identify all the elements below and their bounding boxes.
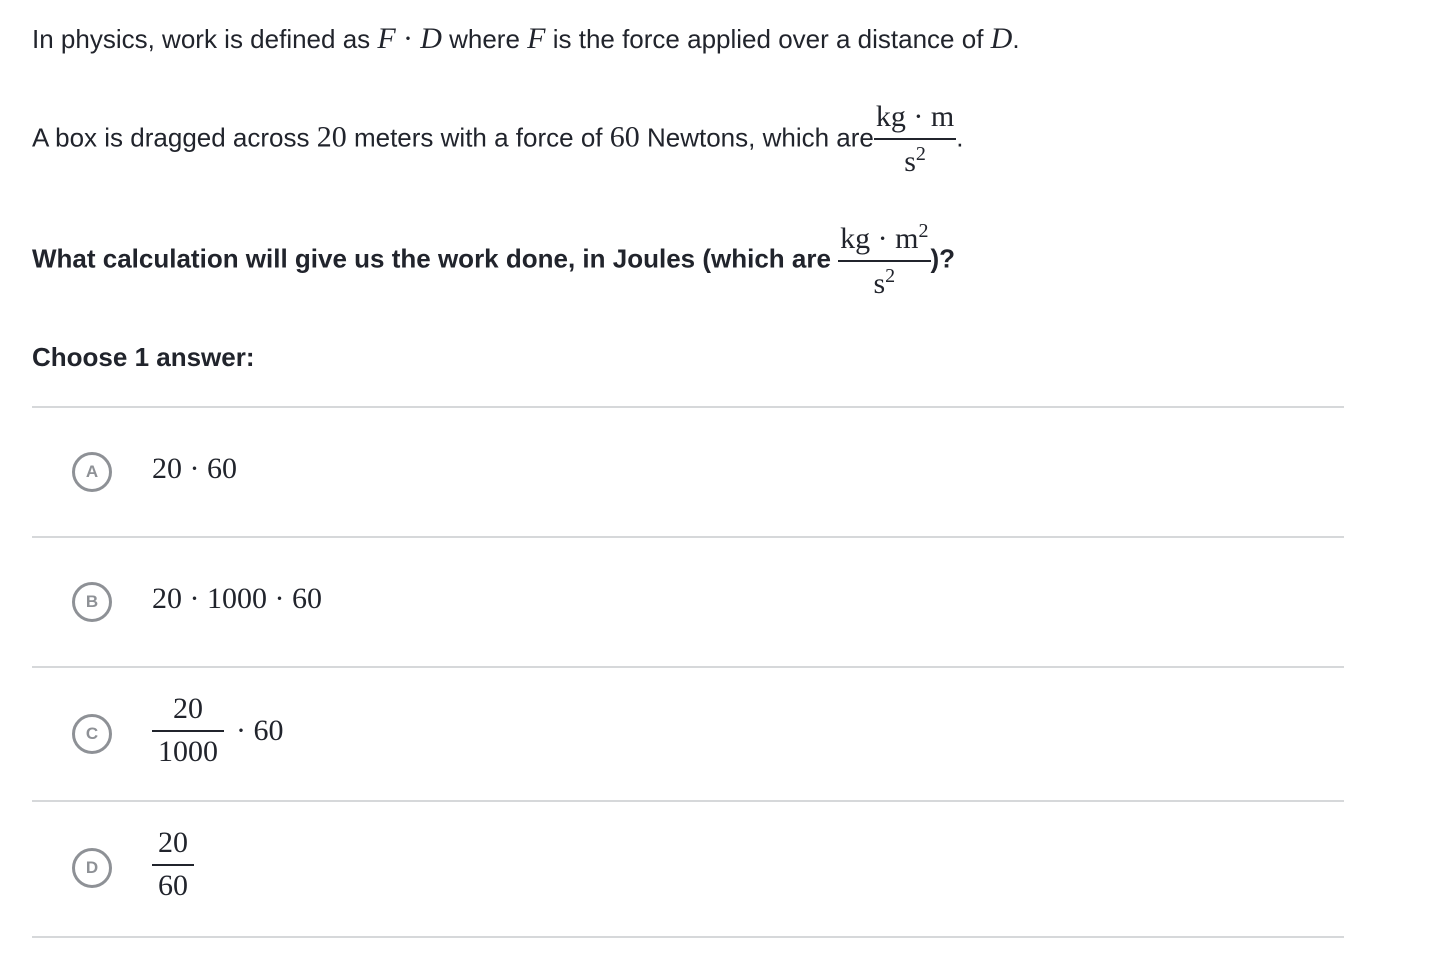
- text: .: [956, 122, 964, 153]
- question-line-1: [32, 22, 1020, 56]
- exponent: 2: [918, 220, 929, 242]
- choose-prompt: Choose 1 answer:: [32, 342, 255, 372]
- fraction-denominator: [874, 138, 956, 180]
- radio-circle-a[interactable]: A: [72, 452, 112, 492]
- fraction-numerator: 20: [173, 692, 203, 725]
- choice-c[interactable]: [32, 668, 1344, 800]
- force-value: 60: [609, 120, 640, 154]
- choice-d-fraction: [152, 826, 194, 903]
- choice-b[interactable]: [32, 538, 1344, 666]
- var-d: D: [990, 22, 1013, 55]
- fraction-denominator: [838, 260, 930, 302]
- choice-a[interactable]: [32, 408, 1344, 536]
- text: Newtons, which are: [646, 122, 874, 153]
- fraction-numerator: 20: [158, 826, 188, 859]
- exponent: 2: [885, 264, 896, 287]
- var-d: D: [420, 22, 442, 55]
- text: is the force applied over a distance of: [552, 24, 984, 54]
- text: .: [1012, 24, 1020, 54]
- text: meters with a force of: [353, 122, 603, 153]
- text: What calculation will give us the work done, in Joules (which are: [32, 243, 831, 274]
- text: )?: [930, 243, 956, 274]
- distance-value: 20: [316, 120, 347, 154]
- fraction-numerator: kg · m: [875, 100, 955, 133]
- choice-c-tail: · 60: [236, 713, 284, 747]
- fraction-denominator: 1000: [152, 730, 224, 770]
- choice-c-fraction: [152, 692, 224, 769]
- choice-c-expression: [152, 692, 284, 769]
- unit-s: s: [873, 266, 886, 300]
- fraction-numerator: [838, 220, 930, 260]
- question-line-2: [32, 100, 963, 179]
- newton-unit-fraction: [874, 100, 956, 179]
- var-f: F: [527, 22, 546, 55]
- choice-b-expression: 20 · 1000 · 60: [152, 582, 322, 615]
- radio-circle-b[interactable]: B: [72, 582, 112, 622]
- fraction-denominator: 60: [152, 864, 194, 904]
- radio-circle-c[interactable]: C: [72, 714, 112, 754]
- text: In physics, work is defined as: [32, 24, 371, 54]
- joule-unit-fraction: [838, 220, 930, 301]
- choice-d[interactable]: [32, 802, 1344, 936]
- dot-operator: ·: [402, 22, 413, 55]
- exponent: 2: [915, 142, 926, 165]
- text: A box is dragged across: [32, 122, 310, 153]
- text: where: [449, 24, 520, 54]
- radio-circle-d[interactable]: D: [72, 848, 112, 888]
- divider: [32, 936, 1344, 938]
- unit-s: s: [904, 144, 916, 178]
- choice-d-expression: [152, 826, 194, 903]
- choice-a-expression: 20 · 60: [152, 452, 237, 485]
- unit-kg-m: kg · m: [840, 222, 919, 255]
- question-line-3: [32, 220, 955, 301]
- var-f: F: [377, 22, 396, 55]
